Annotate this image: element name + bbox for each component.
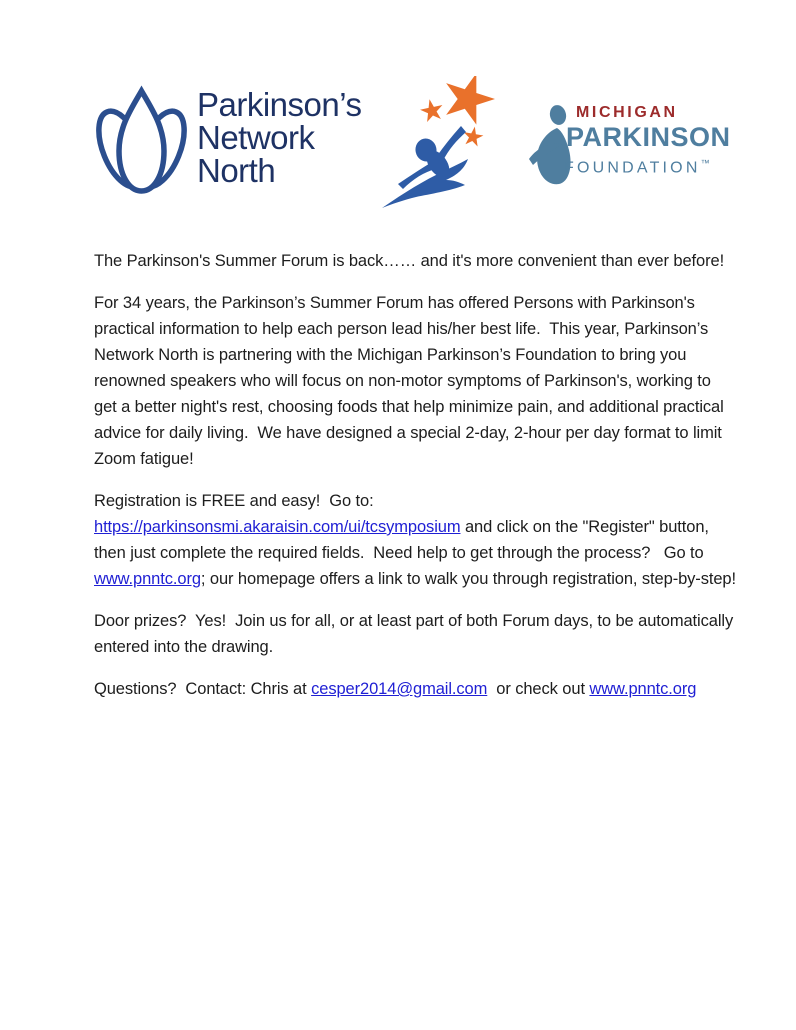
paragraph-1 — [94, 248, 736, 274]
pnn-logo-line: North — [197, 152, 276, 189]
mpf-logo-parkinson: PARKINSON — [566, 122, 731, 152]
text-run: The Parkinson's Summer Forum is back…… and it's more convenient than ever before! — [94, 252, 725, 270]
text-run: ; our homepage offers a link to walk you through registration, step-by-step! — [200, 570, 736, 588]
link-www-pnntc-org[interactable]: www.pnntc.org — [94, 570, 201, 588]
paragraph-4 — [94, 608, 736, 660]
text-run: and click on the "Register" button, then just complete the required fields. Need help to get through the process? Go to — [94, 518, 714, 562]
mpf-logo-michigan: MICHIGAN — [576, 104, 678, 121]
mpf-logo-foundation — [564, 158, 710, 177]
text-run: Registration is FREE and easy! Go to: — [94, 492, 379, 510]
link-cesper2014-gmail-com[interactable]: cesper2014@gmail.com — [311, 680, 488, 698]
mpf-logo-foundation-text: FOUNDATION — [564, 159, 701, 177]
text-run: or check out — [487, 680, 590, 698]
link-https-parkinsonsmi-akaraisin-com-ui-tcsymposium[interactable]: https://parkinsonsmi.akaraisin.com/ui/tcsymposium — [94, 518, 461, 536]
paragraph-5 — [94, 676, 736, 702]
text-run: Questions? Contact: Chris at — [94, 680, 312, 698]
trademark-symbol: ™ — [700, 158, 710, 168]
text-run: Door prizes? Yes! Join us for all, or at least part of both Forum days, to be automatically entered into the drawing. — [94, 612, 738, 656]
header-logos — [0, 0, 796, 240]
document-body — [94, 248, 736, 702]
pnn-logo-text — [197, 88, 361, 187]
link-www-pnntc-org[interactable]: www.pnntc.org — [589, 680, 697, 698]
pnn-logo-line: Parkinson’s — [197, 86, 362, 123]
paragraph-2 — [94, 290, 736, 472]
leaping-figure-with-stars-icon — [380, 76, 530, 216]
mpf-logo — [526, 100, 731, 195]
tulip-icon — [95, 85, 188, 197]
text-run: For 34 years, the Parkinson’s Summer Forum has offered Persons with Parkinson's practical information to help each person lead his/her best life. This year, Parkinson’s Network North is partnering with the Michigan Parkinson’s Foundation to bring you renowned speakers who will focus on non-motor symptoms of Parkinson's, working to get a better night's rest, choosing foods that help minimize pain, and additional practical advice for daily living. We have designed a special 2-day, 2-hour per day format to limit Zoom fatigue! — [94, 294, 729, 468]
pnn-logo-line: Network — [197, 119, 315, 156]
paragraph-3 — [94, 488, 736, 592]
